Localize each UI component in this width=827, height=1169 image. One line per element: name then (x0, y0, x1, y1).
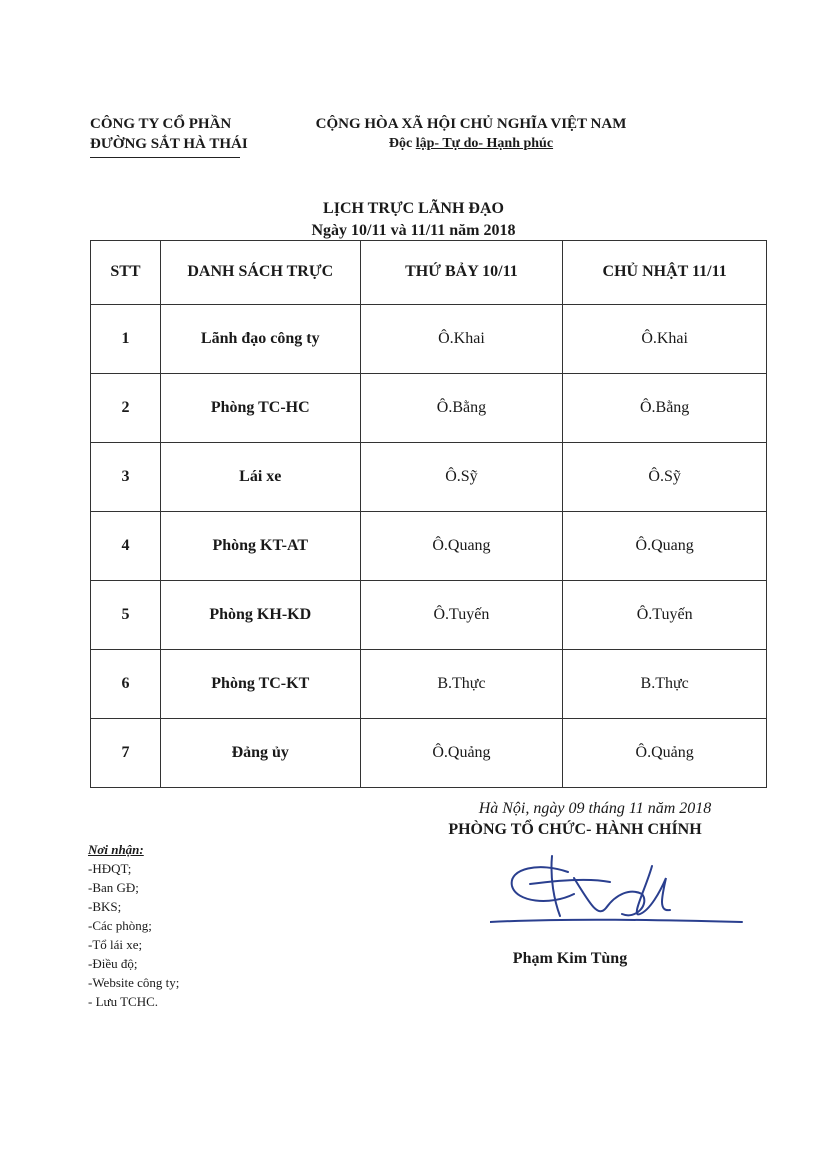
recipient-item: -Tổ lái xe; (88, 937, 143, 952)
document-title-block (0, 198, 827, 242)
national-header (296, 114, 646, 154)
row-department: Phòng TC-HC (160, 374, 360, 443)
header-saturday: THỨ BẢY 10/11 (360, 241, 563, 305)
table-row (91, 719, 767, 788)
recipients-block (88, 840, 179, 1011)
nation-motto (296, 134, 646, 154)
issuing-office: PHÒNG TỔ CHỨC- HÀNH CHÍNH (448, 821, 702, 838)
row-sunday-person: Ô.Quang (563, 512, 767, 581)
recipient-item: - Lưu TCHC. (88, 994, 159, 1009)
recipient-item: -Website công ty; (88, 975, 180, 990)
recipient-item: -BKS; (88, 899, 122, 914)
row-sunday-person: Ô.Bằng (563, 374, 767, 443)
row-stt: 7 (91, 719, 161, 788)
row-stt: 1 (91, 305, 161, 374)
row-sunday-person: Ô.Tuyến (563, 581, 767, 650)
row-stt: 2 (91, 374, 161, 443)
recipient-item: -Ban GĐ; (88, 880, 139, 895)
row-saturday-person: Ô.Tuyến (360, 581, 563, 650)
motto-part-1: Độc (388, 136, 416, 151)
signer-name: Phạm Kim Tùng (512, 950, 628, 967)
row-sunday-person: B.Thực (563, 650, 767, 719)
row-department: Lái xe (160, 443, 360, 512)
document-subtitle: Ngày 10/11 và 11/11 năm 2018 (311, 222, 516, 239)
company-line-2: ĐƯỜNG SẮT HÀ THÁI (90, 136, 248, 152)
row-saturday-person: Ô.Bằng (360, 374, 563, 443)
place-date: Hà Nội, ngày 09 tháng 11 năm 2018 (478, 800, 712, 817)
row-saturday-person: Ô.Quảng (360, 719, 563, 788)
row-department: Đảng ủy (160, 719, 360, 788)
recipient-item: -Điều độ; (88, 956, 138, 971)
row-stt: 5 (91, 581, 161, 650)
row-stt: 6 (91, 650, 161, 719)
company-name (90, 114, 248, 158)
recipient-item: -Các phòng; (88, 918, 152, 933)
table-header-row (91, 241, 767, 305)
table-row (91, 374, 767, 443)
recipients-heading: Nơi nhận: (88, 842, 144, 857)
row-stt: 4 (91, 512, 161, 581)
row-saturday-person: Ô.Sỹ (360, 443, 563, 512)
document-title: LỊCH TRỰC LÃNH ĐẠO (323, 200, 504, 217)
header-duty-list: DANH SÁCH TRỰC (160, 241, 360, 305)
table-row (91, 581, 767, 650)
row-saturday-person: B.Thực (360, 650, 563, 719)
row-department: Phòng KH-KD (160, 581, 360, 650)
row-department: Phòng TC-KT (160, 650, 360, 719)
recipient-item: -HĐQT; (88, 861, 132, 876)
header-sunday: CHỦ NHẬT 11/11 (563, 241, 767, 305)
header-stt: STT (91, 241, 161, 305)
row-stt: 3 (91, 443, 161, 512)
row-sunday-person: Ô.Sỹ (563, 443, 767, 512)
row-sunday-person: Ô.Khai (563, 305, 767, 374)
table-row (91, 443, 767, 512)
nation-name: CỘNG HÒA XÃ HỘI CHỦ NGHĨA VIỆT NAM (315, 116, 627, 132)
company-underline (90, 157, 240, 158)
row-sunday-person: Ô.Quảng (563, 719, 767, 788)
table-row (91, 512, 767, 581)
row-department: Phòng KT-AT (160, 512, 360, 581)
table-row (91, 650, 767, 719)
row-department: Lãnh đạo công ty (160, 305, 360, 374)
motto-part-2: lập- Tự do- Hạnh phúc (415, 136, 554, 151)
table-row (91, 305, 767, 374)
duty-schedule-table (90, 240, 767, 788)
row-saturday-person: Ô.Khai (360, 305, 563, 374)
company-line-1: CÔNG TY CỔ PHẦN (90, 116, 232, 132)
handwritten-signature (490, 848, 750, 928)
row-saturday-person: Ô.Quang (360, 512, 563, 581)
